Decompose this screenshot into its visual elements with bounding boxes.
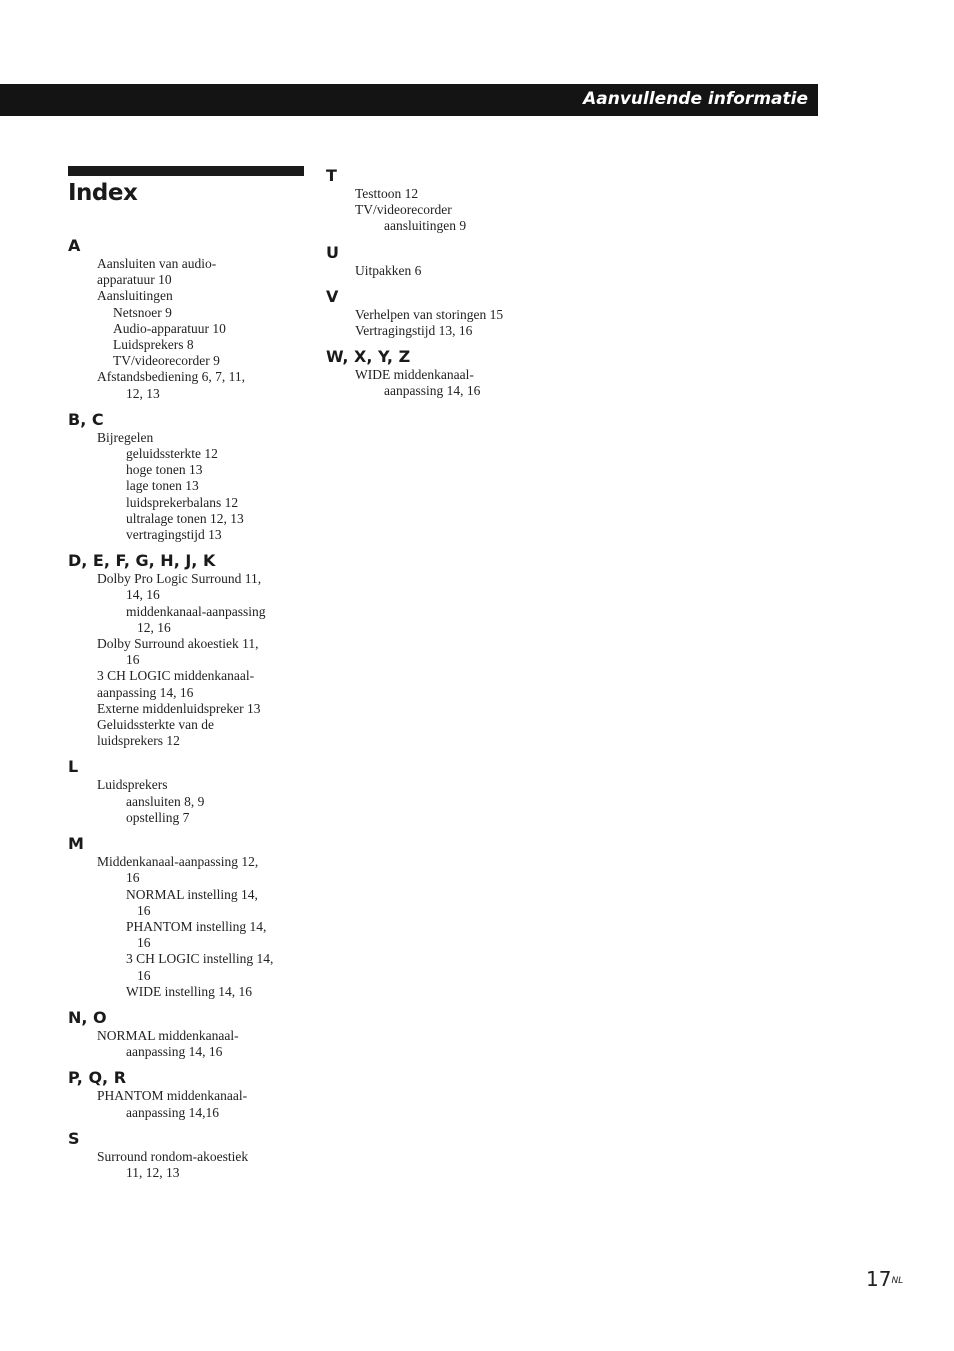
- index-section: [68, 1008, 304, 1060]
- index-entry: ultralage tonen 12, 13: [126, 510, 244, 526]
- index-letter-heading: N, O: [68, 1007, 107, 1027]
- index-entry: WIDE middenkanaal-: [355, 367, 474, 383]
- index-entry: aanpassing 14, 16: [384, 383, 481, 399]
- index-entry: NORMAL instelling 14,: [126, 886, 258, 902]
- index-entry: aanpassing 14, 16: [97, 684, 194, 700]
- index-sections-right: [326, 166, 566, 400]
- index-entry: opstelling 7: [126, 809, 190, 825]
- index-letter-heading: B, C: [68, 409, 104, 429]
- index-entry: middenkanaal-aanpassing: [126, 603, 266, 619]
- index-entry: Bijregelen: [97, 429, 154, 445]
- index-entry: WIDE instelling 14, 16: [126, 983, 252, 999]
- index-entry: hoge tonen 13: [126, 462, 203, 478]
- index-column-left: [68, 166, 304, 1181]
- index-entry: lage tonen 13: [126, 478, 199, 494]
- index-entry: Audio-apparatuur 10: [113, 320, 226, 336]
- index-entry: 3 CH LOGIC middenkanaal-: [97, 668, 255, 684]
- title-rule: [68, 166, 304, 176]
- index-section: [326, 287, 566, 339]
- index-section: [326, 347, 566, 399]
- index-section: [68, 1129, 304, 1181]
- index-entry: 11, 12, 13: [126, 1164, 180, 1180]
- index-section: [326, 243, 566, 279]
- index-entry: 16: [137, 935, 151, 951]
- index-entry: 3 CH LOGIC instelling 14,: [126, 951, 274, 967]
- index-sections-left: [68, 236, 304, 1181]
- index-entry: Dolby Surround akoestiek 11,: [97, 636, 259, 652]
- index-letter-heading: U: [326, 242, 339, 262]
- index-letter-heading: D, E, F, G, H, J, K: [68, 551, 216, 571]
- section-header-bar: [0, 84, 818, 116]
- index-entry: 16: [126, 652, 140, 668]
- index-entry: 14, 16: [126, 587, 160, 603]
- index-section: [68, 236, 304, 402]
- index-entry: Testtoon 12: [355, 186, 419, 201]
- index-letter-heading: T: [326, 166, 337, 185]
- index-entry: vertragingstijd 13: [126, 527, 222, 543]
- index-entry: Aansluitingen: [97, 288, 173, 304]
- index-entry: Uitpakken 6: [355, 262, 422, 278]
- index-entry: 12, 16: [137, 619, 171, 635]
- index-entry: 12, 13: [126, 385, 160, 401]
- index-entry: aansluitingen 9: [384, 218, 467, 234]
- index-letter-heading: S: [68, 1128, 80, 1148]
- index-letter-heading: V: [326, 286, 339, 306]
- index-entry: 16: [137, 967, 151, 983]
- index-letter-heading: W, X, Y, Z: [326, 347, 411, 367]
- index-entry: Dolby Pro Logic Surround 11,: [97, 571, 262, 587]
- page-number-value: 17: [866, 1267, 892, 1291]
- index-entry: Middenkanaal-aanpassing 12,: [97, 854, 259, 870]
- index-letter-heading: A: [68, 236, 81, 255]
- section-header-title: Aanvullende informatie: [583, 89, 808, 109]
- index-entry: TV/videorecorder 9: [113, 353, 220, 369]
- page-number: [866, 1266, 903, 1292]
- index-entry: aansluiten 8, 9: [126, 793, 205, 809]
- index-entry: Verhelpen van storingen 15: [355, 306, 504, 322]
- index-entry: TV/videorecorder: [355, 202, 452, 218]
- index-entry: aanpassing 14,16: [126, 1104, 219, 1120]
- index-section: [68, 410, 304, 543]
- index-entry: NORMAL middenkanaal-: [97, 1027, 239, 1043]
- index-letter-heading: P, Q, R: [68, 1068, 127, 1088]
- index-entry: 16: [126, 870, 140, 886]
- index-section: [68, 757, 304, 826]
- index-section: [68, 551, 304, 749]
- index-entry: luidsprekerbalans 12: [126, 494, 239, 510]
- index-entry: PHANTOM middenkanaal-: [97, 1088, 248, 1104]
- index-entry: Surround rondom-akoestiek: [97, 1148, 249, 1164]
- index-entry: Geluidssterkte van de: [97, 717, 214, 733]
- index-entry: PHANTOM instelling 14,: [126, 918, 267, 934]
- index-column-right: [326, 166, 566, 400]
- page-number-suffix: NL: [891, 1276, 904, 1286]
- index-section: [326, 166, 566, 235]
- index-entry: Externe middenluidspreker 13: [97, 700, 261, 716]
- index-entry: Vertragingstijd 13, 16: [355, 323, 473, 339]
- index-entry: Aansluiten van audio-: [97, 256, 217, 271]
- index-letter-heading: M: [68, 834, 84, 854]
- index-entry: aanpassing 14, 16: [126, 1044, 223, 1060]
- index-entry: Luidsprekers: [97, 777, 168, 793]
- index-entry: Luidsprekers 8: [113, 337, 194, 353]
- index-entry: luidsprekers 12: [97, 733, 180, 749]
- index-section: [68, 834, 304, 1000]
- index-entry: 16: [137, 902, 151, 918]
- index-letter-heading: L: [68, 757, 79, 777]
- index-section: [68, 1068, 304, 1120]
- index-entry: Afstandsbediening 6, 7, 11,: [97, 369, 245, 385]
- index-entry: apparatuur 10: [97, 272, 172, 288]
- index-entry: Netsnoer 9: [113, 304, 172, 320]
- page-title: Index: [68, 180, 138, 206]
- index-entry: geluidssterkte 12: [126, 446, 218, 462]
